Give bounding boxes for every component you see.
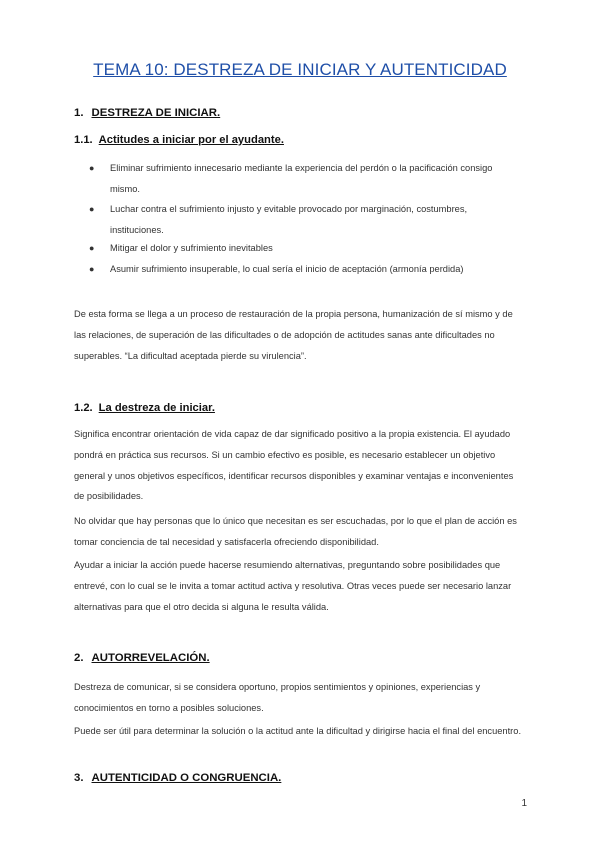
bullet-item <box>89 238 510 259</box>
section-1-heading <box>74 107 220 119</box>
bullet-text: Luchar contra el sufrimiento injusto y evitable provocado por marginación, costumbres, instituciones. <box>110 204 468 235</box>
section-1-number: 1. <box>74 107 84 119</box>
section-1-2-label: La destreza de iniciar. <box>98 402 215 414</box>
section-1-1-number: 1.1. <box>74 134 93 146</box>
section-2-heading <box>74 652 210 664</box>
section-2-number: 2. <box>74 652 84 664</box>
paragraph: De esta forma se llega a un proceso de restauración de la propia persona, humanización de sí mismo y de las relaciones, de superación de las dificultades o de adopción de actitudes sanas ante dificultades no superables. “La dificultad aceptada pierde su virulencia”. <box>74 309 513 361</box>
document-title: TEMA 10: DESTREZA DE INICIAR Y AUTENTICIDAD <box>93 60 507 79</box>
paragraph: Significa encontrar orientación de vida capaz de dar significado positivo a la propia existencia. El ayudado pondrá en práctica sus recursos. Si un cambio efectivo es posible, es necesario establecer un objetivo general y unos objetivos específicos, identificar recursos disponibles y examinar ventajas e inconvenientes de posibilidades. <box>74 429 514 502</box>
paragraph: Puede ser útil para determinar la solución o la actitud ante la dificultad y dirigirse hacia el final del encuentro. <box>74 726 522 736</box>
bullet-item <box>89 199 510 240</box>
section-3-heading <box>74 772 281 784</box>
section-3-label: AUTENTICIDAD O CONGRUENCIA. <box>91 772 282 784</box>
paragraph: Destreza de comunicar, si se considera oportuno, propios sentimientos y opiniones, experiencias y conocimientos en torno a posibles soluciones. <box>74 682 481 713</box>
paragraph: Ayudar a iniciar la acción puede hacerse resumiendo alternativas, preguntando sobre posibilidades que entrevé, con lo cual se le invita a tomar actitud activa y resolutiva. Otras veces puede ser necesario lanzar alternativas para que el otro decida si alguna le resulta válida. <box>74 560 512 612</box>
bullet-text: Asumir sufrimiento insuperable, lo cual sería el inicio de aceptación (armonía perdida) <box>110 264 464 274</box>
paragraph: No olvidar que hay personas que lo único que necesitan es ser escuchadas, por lo que el plan de acción es tomar conciencia de tal necesidad y satisfacerla ofreciendo disponibilidad. <box>74 516 517 547</box>
bullet-item <box>89 158 510 199</box>
bullet-text: Mitigar el dolor y sufrimiento inevitables <box>110 243 273 253</box>
section-2-label: AUTORREVELACIÓN. <box>91 652 210 664</box>
page-number: 1 <box>521 798 527 809</box>
bullet-dot-icon: ● <box>89 243 95 253</box>
bullet-dot-icon: ● <box>89 204 95 214</box>
bullet-dot-icon: ● <box>89 264 95 274</box>
bullet-item <box>89 259 510 280</box>
bullet-dot-icon: ● <box>89 163 95 173</box>
section-1-2-number: 1.2. <box>74 402 93 414</box>
section-1-1-heading <box>74 134 284 146</box>
section-1-1-label: Actitudes a iniciar por el ayudante. <box>98 134 284 146</box>
section-1-2-heading <box>74 402 215 414</box>
bullet-text: Eliminar sufrimiento innecesario mediante la experiencia del perdón o la pacificación consigo mismo. <box>110 163 493 194</box>
section-1-label: DESTREZA DE INICIAR. <box>91 107 221 119</box>
section-3-number: 3. <box>74 772 84 784</box>
